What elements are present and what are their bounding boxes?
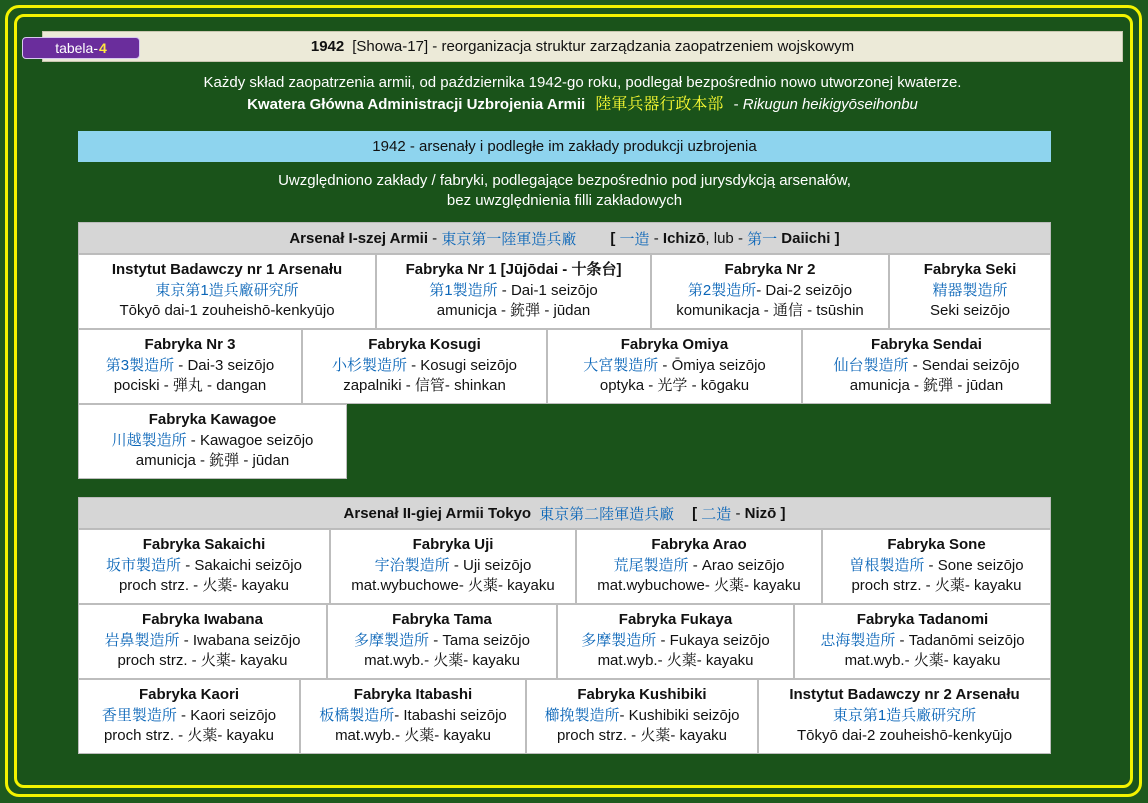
factory-name: Instytut Badawczy nr 1 Arsenału	[111, 261, 343, 278]
factory-name: Fabryka Sendai	[871, 336, 982, 353]
factory-name: Fabryka Seki	[923, 261, 1017, 278]
factory-name: Fabryka Kawagoe	[148, 411, 277, 428]
factory-name-jp: 板橋製造所	[319, 706, 395, 724]
arsenal-1-row-3	[78, 404, 347, 479]
factory-product: amunicja - 銃弾 - jūdan	[135, 452, 290, 469]
intro-line: Każdy skład zaopatrzenia armii, od października 1942-go roku, podlegał bezpośrednio nowo utworzonej kwaterze.	[203, 74, 962, 91]
factory-name-jp: 第2製造所	[687, 281, 757, 299]
factory-product: proch strz. - 火薬- kayaku	[118, 577, 290, 594]
factory-romaji: - Sendai seizōjo	[908, 356, 1020, 374]
factory-romaji: - Sakaichi seizōjo	[181, 556, 302, 574]
factory-name-jp: 仙台製造所	[833, 356, 909, 374]
factory-name: Fabryka Fukaya	[618, 611, 733, 628]
factory-romaji: - Kaori seizōjo	[176, 706, 277, 724]
factory-jp-line	[79, 631, 326, 652]
arsenal-2-header	[78, 497, 1051, 529]
factory-romaji: - Sone seizōjo	[924, 556, 1024, 574]
title-text: [Showa-17] - reorganizacja struktur zarządzania zaopatrzeniem wojskowym	[352, 38, 855, 55]
factory-product: mat.wyb.- 火薬- kayaku	[844, 652, 1001, 669]
factory-name: Fabryka Uji	[412, 536, 494, 553]
factory-name: Fabryka Omiya	[620, 336, 729, 353]
factory-name-jp: 第3製造所	[105, 356, 175, 374]
factory-jp-line	[331, 556, 575, 577]
factory-product: amunicja - 銃弾 - jūdan	[849, 377, 1004, 394]
factory-cell	[889, 254, 1051, 329]
factory-cell	[78, 679, 300, 754]
factory-cell	[802, 329, 1051, 404]
factory-name-jp: 第1製造所	[429, 281, 498, 299]
headquarters-name-pl: Kwatera Główna Administracji Uzbrojenia Armii	[247, 96, 586, 113]
factory-name-jp: 東京第1造兵廠研究所	[832, 706, 977, 724]
table-number-tag	[22, 37, 140, 59]
factory-name-jp: 川越製造所	[111, 431, 187, 449]
factory-jp-line	[79, 556, 329, 577]
section-title: 1942 - arsenały i podległe im zakłady produkcji uzbrojenia	[372, 138, 757, 155]
factory-jp-line	[803, 356, 1050, 377]
factory-jp-line	[328, 631, 556, 652]
arsenal-1-separator: -	[428, 229, 442, 247]
factory-name-jp: 宇治製造所	[374, 556, 450, 574]
factory-romaji: - Kosugi seizōjo	[406, 356, 518, 374]
factory-name: Fabryka Sakaichi	[142, 536, 266, 553]
factory-jp-line	[577, 556, 821, 577]
factory-name-jp: 香里製造所	[101, 706, 177, 724]
factory-product: optyka - 光学 - kōgaku	[599, 377, 750, 394]
factory-name: Instytut Badawczy nr 2 Arsenału	[789, 686, 1020, 703]
factory-name: Fabryka Tadanomi	[856, 611, 989, 628]
factory-romaji: - Dai-2 seizōjo	[756, 281, 853, 299]
factory-product: Tōkyō dai-1 zouheishō-kenkyūjo	[119, 302, 335, 319]
factory-jp-line	[303, 356, 546, 377]
arsenal-1-name-jp: 東京第一陸軍造兵廠	[441, 230, 577, 248]
factory-name: Fabryka Kaori	[138, 686, 240, 703]
title-year: 1942	[310, 38, 345, 55]
factory-jp-line	[79, 281, 375, 302]
tag-number: 4	[99, 40, 107, 56]
arsenal-2-alias-jp: 二造	[701, 505, 732, 523]
factory-romaji: - Ōmiya seizōjo	[658, 356, 766, 374]
arsenal-2-alias-romaji: Nizō	[744, 504, 777, 522]
headquarters-line	[42, 94, 1123, 116]
factory-name: Fabryka Iwabana	[142, 611, 263, 628]
factory-product: pociski - 弾丸 - dangan	[113, 377, 267, 394]
factory-cell	[78, 529, 330, 604]
scope-note-line-2: bez uwzględnienia filli zakładowych	[446, 192, 683, 209]
factory-romaji: - Tadanōmi seizōjo	[895, 631, 1025, 649]
factory-name-jp: 精器製造所	[932, 281, 1008, 299]
factory-romaji: - Kawagoe seizōjo	[186, 431, 314, 449]
factory-romaji: - Arao seizōjo	[688, 556, 785, 574]
factory-name-jp: 荒尾製造所	[613, 556, 689, 574]
factory-cell	[526, 679, 758, 754]
factory-product: Tōkyō dai-2 zouheishō-kenkyūjo	[796, 727, 1013, 744]
arsenal-1-alias-sep-1: -	[649, 229, 663, 247]
factory-product: mat.wyb.- 火薬- kayaku	[597, 652, 754, 669]
factory-cell	[78, 604, 327, 679]
arsenal-2-bracket-open: [	[692, 504, 702, 522]
factory-cell	[376, 254, 651, 329]
factory-product: proch strz. - 火薬- kayaku	[103, 727, 275, 744]
arsenal-2-name: Arsenał II-giej Armii Tokyo	[343, 504, 532, 522]
arsenal-2-row-1	[78, 529, 1051, 604]
arsenal-1-row-1	[78, 254, 1051, 329]
factory-jp-line	[377, 281, 650, 302]
factory-cell	[822, 529, 1051, 604]
factory-cell	[78, 329, 302, 404]
arsenal-1-bracket-close: ]	[830, 229, 840, 247]
arsenal-2-bracket-close: ]	[776, 504, 786, 522]
arsenal-1-alias-jp-1: 一造	[619, 230, 650, 248]
factory-name-jp: 多摩製造所	[581, 631, 657, 649]
factory-romaji: - Uji seizōjo	[449, 556, 532, 574]
factory-jp-line	[759, 706, 1050, 727]
arsenal-1-bracket-open: [	[610, 229, 620, 247]
factory-cell	[576, 529, 822, 604]
factory-cell	[794, 604, 1051, 679]
factory-name-jp: 多摩製造所	[354, 631, 430, 649]
factory-name: Fabryka Sone	[887, 536, 986, 553]
factory-romaji: - Tama seizōjo	[429, 631, 530, 649]
factory-jp-line	[890, 281, 1050, 302]
factory-jp-line	[795, 631, 1050, 652]
arsenal-1-alias-or: , lub -	[705, 229, 748, 247]
factory-jp-line	[79, 356, 301, 377]
factory-cell	[78, 404, 347, 479]
factory-romaji: - Dai-1 seizōjo	[497, 281, 598, 299]
factory-name-jp: 大宮製造所	[583, 356, 659, 374]
factory-name: Fabryka Kosugi	[368, 336, 481, 353]
factory-name-jp: 小杉製造所	[331, 356, 407, 374]
headquarters-dash: -	[729, 96, 743, 113]
factory-name-jp: 坂市製造所	[106, 556, 182, 574]
factory-product: zapalniki - 信管- shinkan	[343, 377, 506, 394]
factory-product: proch strz. - 火薬- kayaku	[851, 577, 1022, 594]
factory-name-jp: 岩鼻製造所	[104, 631, 180, 649]
factory-jp-line	[301, 706, 525, 727]
arsenal-1-alias-jp-2: 第一	[747, 230, 778, 248]
factory-jp-line	[652, 281, 888, 302]
factory-jp-line	[527, 706, 757, 727]
factory-product: amunicja - 銃弾 - jūdan	[436, 302, 591, 319]
table-title-bar	[42, 31, 1123, 62]
headquarters-name-romaji: Rikugun heikigyōseihonbu	[742, 96, 918, 113]
factory-cell	[78, 254, 376, 329]
factory-name-jp: 櫛挽製造所	[544, 706, 620, 724]
factory-name-jp: 忠海製造所	[820, 631, 896, 649]
factory-jp-line	[79, 706, 299, 727]
factory-product: proch strz. - 火薬- kayaku	[556, 727, 728, 744]
factory-jp-line	[823, 556, 1050, 577]
factory-cell	[300, 679, 526, 754]
section-title-bar	[78, 131, 1051, 162]
factory-name: Fabryka Tama	[392, 611, 492, 628]
factory-romaji: - Itabashi seizōjo	[394, 706, 507, 724]
arsenal-2-row-2	[78, 604, 1051, 679]
arsenal-1-alias-romaji-1: Ichizō	[662, 229, 706, 247]
factory-romaji: - Fukaya seizōjo	[656, 631, 770, 649]
factory-jp-line	[79, 431, 346, 452]
factory-cell	[330, 529, 576, 604]
scope-note-line-1: Uwzględniono zakłady / fabryki, podlegające bezpośrednio pod jurysdykcją arsenałów,	[278, 172, 851, 189]
factory-cell	[557, 604, 794, 679]
arsenal-1-alias-romaji-2: Daiichi	[781, 229, 831, 247]
factory-name: Fabryka Kushibiki	[577, 686, 707, 703]
factory-product: proch strz. - 火薬- kayaku	[117, 652, 288, 669]
factory-name: Fabryka Itabashi	[353, 686, 473, 703]
factory-product: Seki seizōjo	[929, 302, 1011, 319]
factory-romaji: - Dai-3 seizōjo	[174, 356, 275, 374]
factory-cell	[302, 329, 547, 404]
factory-product: mat.wyb.- 火薬- kayaku	[335, 727, 491, 744]
tag-prefix: tabela-	[55, 40, 98, 56]
factory-product: mat.wyb.- 火薬- kayaku	[364, 652, 520, 669]
scope-note	[78, 171, 1051, 211]
factory-romaji: - Kushibiki seizōjo	[619, 706, 740, 724]
arsenal-1-name: Arsenał I-szej Armii	[289, 229, 429, 247]
factory-name: Fabryka Nr 3	[144, 336, 236, 353]
arsenal-2-row-3	[78, 679, 1051, 754]
factory-cell	[651, 254, 889, 329]
factory-product: mat.wybuchowe- 火薬- kayaku	[597, 577, 801, 594]
factory-name: Fabryka Nr 2	[724, 261, 816, 278]
factory-romaji: - Iwabana seizōjo	[179, 631, 301, 649]
factory-jp-line	[558, 631, 793, 652]
factory-product: mat.wybuchowe- 火薬- kayaku	[351, 577, 555, 594]
arsenal-1-row-2	[78, 329, 1051, 404]
factory-jp-line	[548, 356, 801, 377]
arsenal-1-header	[78, 222, 1051, 254]
headquarters-name-jp: 陸軍兵器行政本部	[595, 96, 724, 113]
factory-product: komunikacja - 通信 - tsūshin	[676, 302, 864, 319]
factory-cell	[327, 604, 557, 679]
factory-name-jp: 曽根製造所	[849, 556, 925, 574]
factory-cell	[758, 679, 1051, 754]
factory-name: Fabryka Nr 1 [Jūjōdai - 十条台]	[405, 261, 622, 278]
factory-name-jp: 東京第1造兵廠研究所	[155, 281, 299, 299]
intro-text	[42, 72, 1123, 116]
factory-name: Fabryka Arao	[651, 536, 747, 553]
arsenal-2-name-jp: 東京第二陸軍造兵廠	[539, 505, 675, 523]
factory-cell	[547, 329, 802, 404]
arsenal-2-alias-sep: -	[731, 504, 745, 522]
